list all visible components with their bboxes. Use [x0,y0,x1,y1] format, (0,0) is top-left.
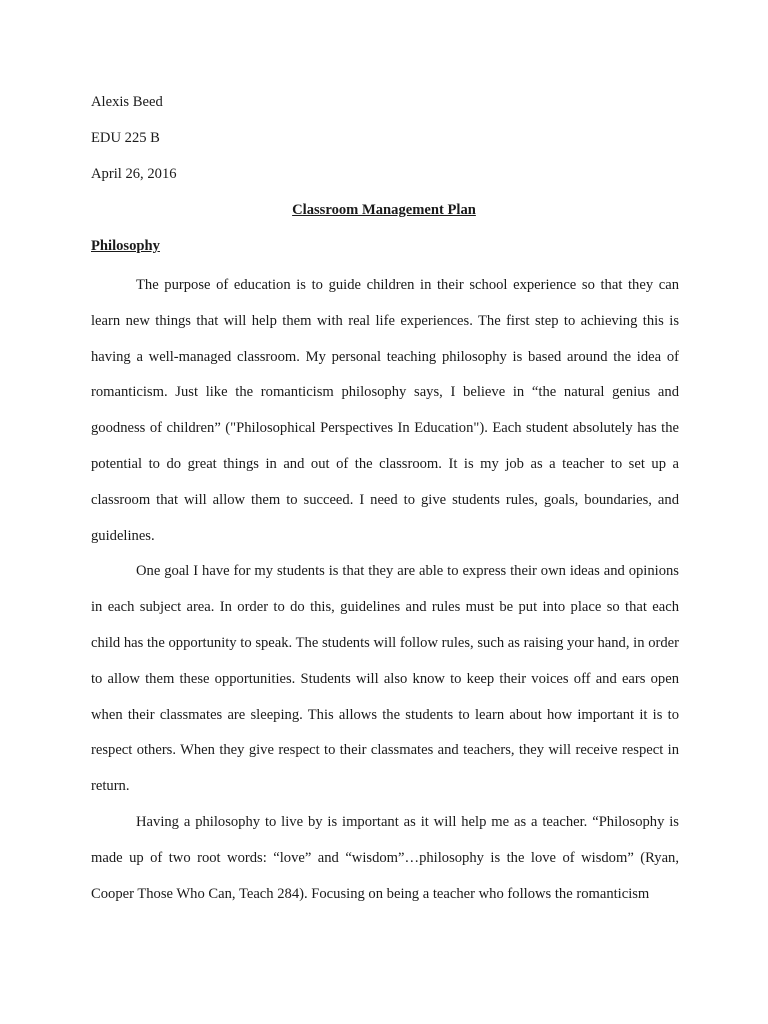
document-title: Classroom Management Plan [292,202,476,218]
section-heading-philosophy: Philosophy [91,238,160,254]
body-text [91,268,679,912]
document-date: April 26, 2016 [91,166,177,182]
course-code: EDU 225 B [91,130,160,146]
paragraph-2: One goal I have for my students is that they are able to express their own ideas and opinions in each subject area. In order to do this, guidelines and rules must be put into place so that each child has the opportunity to speak. The students will follow rules, such as raising your hand, in order to allow them these opportunities. Students will also know to keep their voices off and ears open when their classmates are sleeping. This allows the students to learn about how important it is to respect others. When they give respect to their classmates and teachers, they will receive respect in return. [91,563,679,795]
author-name: Alexis Beed [91,94,163,110]
paragraph-1: The purpose of education is to guide children in their school experience so that they can learn new things that will help them with real life experiences. The first step to achieving this is having a well-managed classroom. My personal teaching philosophy is based around the idea of romanticism. Just like the romanticism philosophy says, I believe in “the natural genius and goodness of children” ("Philosophical Perspectives In Education"). Each student absolutely has the potential to do great things in and out of the classroom. It is my job as a teacher to set up a classroom that will allow them to succeed. I need to give students rules, goals, boundaries, and guidelines. [91,277,679,544]
paragraph-3: Having a philosophy to live by is important as it will help me as a teacher. “Philosophy is made up of two root words: “love” and “wisdom”…philosophy is the love of wisdom” (Ryan, Cooper Those Who Can, Teach 284). Focusing on being a teacher who follows the romanticism [91,813,679,902]
